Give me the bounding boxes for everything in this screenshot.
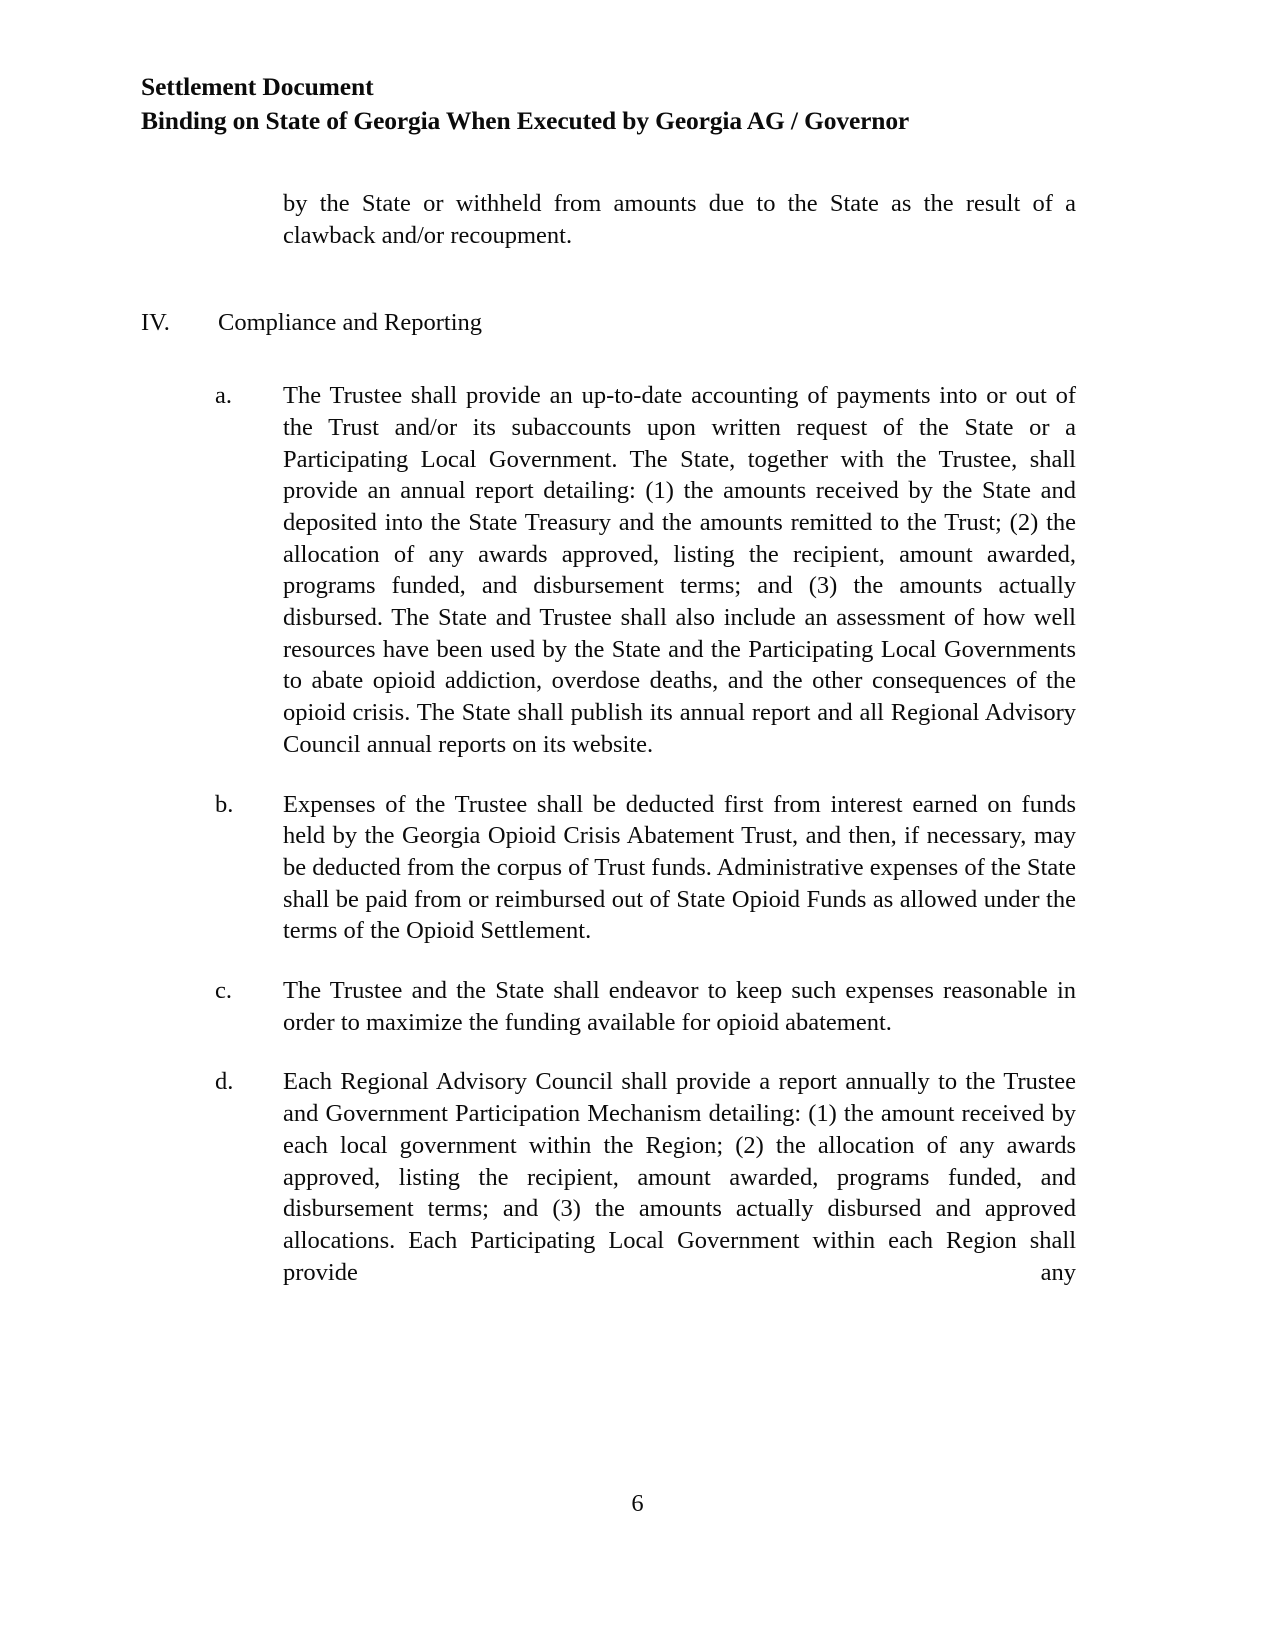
list-item <box>141 380 1076 760</box>
list-item-text-c: The Trustee and the State shall endeavor to keep such expenses reasonable in order to maximize the funding available for opioid abatement. <box>283 977 1076 1036</box>
document-header <box>141 70 1101 137</box>
section-number: IV. <box>141 309 170 337</box>
list-item-text-d: Each Regional Advisory Council shall provide a report annually to the Trustee and Government Participation Mechanism detailing: (1) the amount received by each local government within the Region; (2) the allocation of any awards approved, listing the recipient, amount awarded, programs funded, and disbursement terms; and (3) the amounts actually disbursed and approved allocations. Each Participating Local Government within each Region shall provide any <box>283 1068 1076 1286</box>
section-title: Compliance and Reporting <box>218 309 482 337</box>
continuation-paragraph: by the State or withheld from amounts due to the State as the result of a clawback and/or recoupment. <box>283 190 1076 249</box>
list-item <box>141 789 1076 948</box>
list-item-marker-b: b. <box>215 790 234 818</box>
document-body <box>141 188 1076 1288</box>
section-heading-compliance-and-reporting <box>141 307 1076 339</box>
list-item-text-b: Expenses of the Trustee shall be deducted first from interest earned on funds held by the Georgia Opioid Crisis Abatement Trust, and then, if necessary, may be deducted from the corpus of Trust funds. Administrative expenses of the State shall be paid from or reimbursed out of State Opioid Funds as allowed under the terms of the Opioid Settlement. <box>283 790 1076 945</box>
list-item-marker-a: a. <box>215 382 232 410</box>
list-item-marker-d: d. <box>215 1068 234 1096</box>
list-item-text-a: The Trustee shall provide an up-to-date accounting of payments into or out of the Trust and/or its subaccounts upon written request of the State or a Participating Local Government. The State, together with the Trustee, shall provide an annual report detailing: (1) the amounts received by the State and deposited into the State Treasury and the amounts remitted to the Trust; (2) the allocation of any awards approved, listing the recipient, amount awarded, programs funded, and disbursement terms; and (3) the amounts actually disbursed. The State and Trustee shall also include an assessment of how well resources have been used by the State and the Participating Local Governments to abate opioid addiction, overdose deaths, and the other consequences of the opioid crisis. The State shall publish its annual report and all Regional Advisory Council annual reports on its website. <box>283 382 1076 758</box>
list-item <box>141 1066 1076 1288</box>
page-number: 6 <box>631 1490 644 1517</box>
list-item <box>141 975 1076 1038</box>
list-item-marker-c: c. <box>215 977 232 1005</box>
header-line-settlement-document: Settlement Document <box>141 72 374 101</box>
header-line-binding-statement: Binding on State of Georgia When Executed by Georgia AG / Governor <box>141 105 910 135</box>
